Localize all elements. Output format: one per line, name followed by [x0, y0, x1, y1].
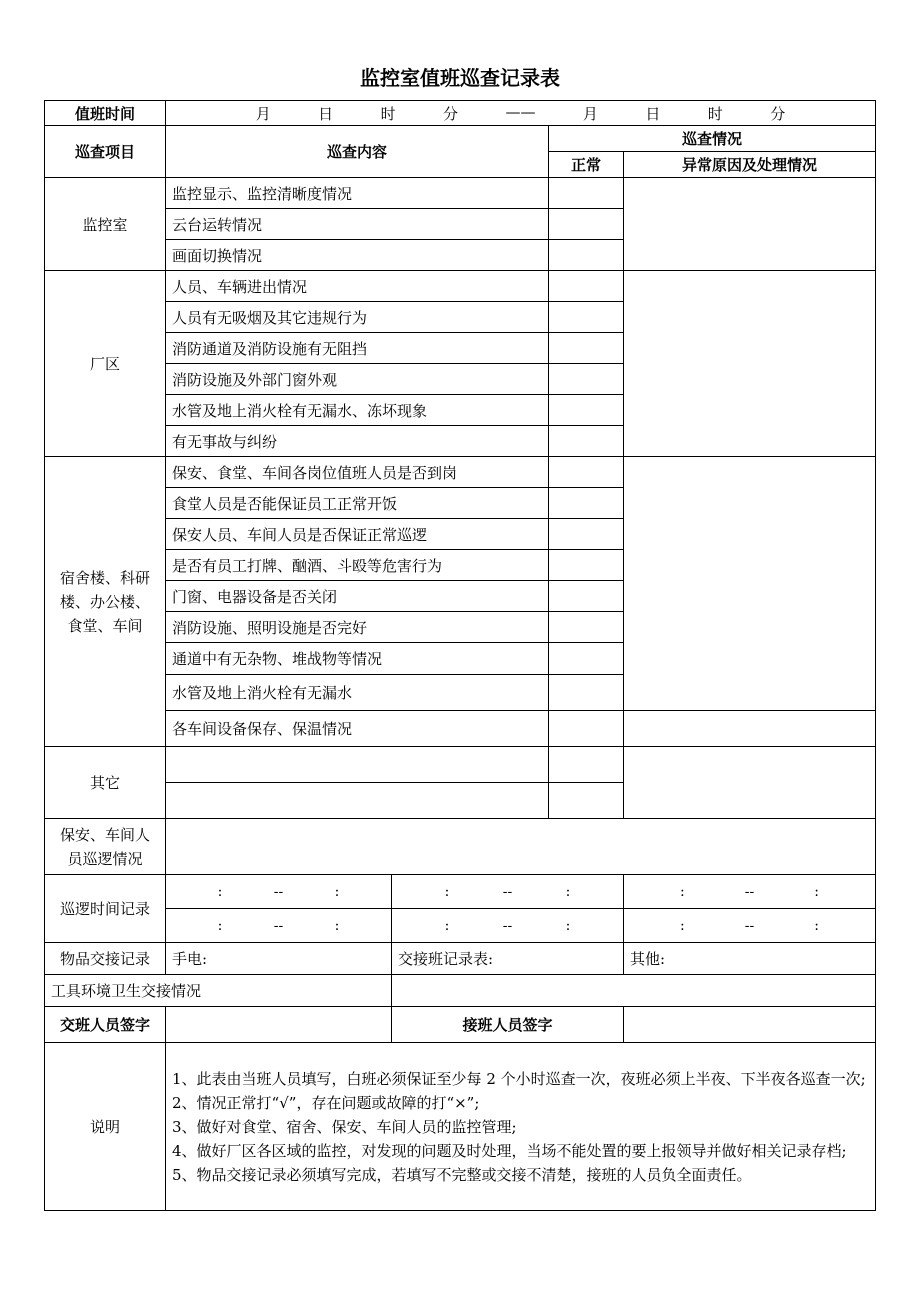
check-item: 人员有无吸烟及其它违规行为	[166, 302, 549, 333]
abnormal-notes-cell[interactable]	[624, 457, 876, 711]
normal-check-cell[interactable]	[549, 643, 624, 675]
handover-label: 物品交接记录	[45, 943, 166, 975]
hour-label: 时	[707, 104, 723, 123]
section-factory-area: 厂区	[45, 271, 166, 457]
header-content: 巡查内容	[166, 126, 549, 178]
check-item: 有无事故与纠纷	[166, 426, 549, 457]
normal-check-cell[interactable]	[549, 457, 624, 488]
check-item: 各车间设备保存、保温情况	[166, 711, 549, 747]
abnormal-notes-cell[interactable]	[624, 711, 876, 747]
day-label: 日	[645, 104, 661, 123]
check-item: 门窗、电器设备是否关闭	[166, 581, 549, 612]
check-item: 保安、食堂、车间各岗位值班人员是否到岗	[166, 457, 549, 488]
normal-check-cell[interactable]	[549, 675, 624, 711]
note-line: 5、物品交接记录必须填写完成，若填写不完整或交接不清楚，接班的人员负全面责任。	[172, 1165, 752, 1184]
section-other: 其它	[45, 747, 166, 819]
note-line: 2、情况正常打“√”，存在问题或故障的打“×”;	[172, 1093, 480, 1112]
check-item: 水管及地上消火栓有无漏水	[166, 675, 549, 711]
patrol-time-label: 巡逻时间记录	[45, 875, 166, 943]
form-title: 监控室值班巡查记录表	[360, 66, 560, 90]
header-status: 巡查情况	[549, 126, 876, 152]
record-sheet-field[interactable]: 交接班记录表:	[392, 943, 624, 975]
check-item: 消防设施及外部门窗外观	[166, 364, 549, 395]
normal-check-cell[interactable]	[549, 581, 624, 612]
check-item: 保安人员、车间人员是否保证正常巡逻	[166, 519, 549, 550]
check-item: 消防通道及消防设施有无阻挡	[166, 333, 549, 364]
note-line: 4、做好厂区各区域的监控，对发现的问题及时处理，当场不能处置的要上报领导并做好相关记录存档;	[172, 1141, 847, 1160]
check-item: 云台运转情况	[166, 209, 549, 240]
note-line: 3、做好对食堂、宿舍、保安、车间人员的监控管理;	[172, 1117, 517, 1136]
notes-content	[166, 1043, 876, 1211]
section-buildings: 宿舍楼、科研楼、办公楼、食堂、车间	[45, 457, 166, 747]
normal-check-cell[interactable]	[549, 711, 624, 747]
handover-signature-field[interactable]	[166, 1007, 392, 1043]
takeover-signature-label: 接班人员签字	[392, 1007, 624, 1043]
normal-check-cell[interactable]	[549, 395, 624, 426]
normal-check-cell[interactable]	[549, 240, 624, 271]
normal-check-cell[interactable]	[549, 783, 624, 819]
abnormal-notes-cell[interactable]	[624, 747, 876, 819]
hour-label: 时	[380, 104, 396, 123]
normal-check-cell[interactable]	[549, 302, 624, 333]
patrol-time-slot[interactable]: : -- :	[166, 875, 392, 909]
range-dash: ——	[505, 102, 536, 121]
normal-check-cell[interactable]	[549, 178, 624, 209]
patrol-time-slot[interactable]: : -- :	[166, 909, 392, 943]
patrol-time-slot[interactable]: : -- :	[624, 875, 876, 909]
note-line: 1、此表由当班人员填写，白班必须保证至少每 2 个小时巡查一次，夜班必须上半夜、下半夜各巡查一次;	[172, 1069, 866, 1088]
other-item-input[interactable]	[166, 747, 549, 783]
header-normal: 正常	[549, 152, 624, 178]
header-abnormal: 异常原因及处理情况	[624, 152, 876, 178]
check-item: 监控显示、监控清晰度情况	[166, 178, 549, 209]
other-field[interactable]: 其他:	[624, 943, 876, 975]
minute-label: 分	[443, 104, 459, 123]
normal-check-cell[interactable]	[549, 333, 624, 364]
other-item-input[interactable]	[166, 783, 549, 819]
abnormal-notes-cell[interactable]	[624, 178, 876, 271]
normal-check-cell[interactable]	[549, 612, 624, 643]
day-label: 日	[318, 104, 334, 123]
tools-label: 工具环境卫生交接情况	[45, 975, 392, 1007]
check-item: 人员、车辆进出情况	[166, 271, 549, 302]
tools-input[interactable]	[392, 975, 876, 1007]
patrol-time-slot[interactable]: : -- :	[392, 909, 624, 943]
flashlight-field[interactable]: 手电:	[166, 943, 392, 975]
patrol-time-slot[interactable]: : -- :	[392, 875, 624, 909]
check-item: 水管及地上消火栓有无漏水、冻坏现象	[166, 395, 549, 426]
handover-signature-label: 交班人员签字	[45, 1007, 166, 1043]
minute-label: 分	[770, 104, 786, 123]
normal-check-cell[interactable]	[549, 550, 624, 581]
patrol-time-slot[interactable]: : -- :	[624, 909, 876, 943]
takeover-signature-field[interactable]	[624, 1007, 876, 1043]
normal-check-cell[interactable]	[549, 209, 624, 240]
normal-check-cell[interactable]	[549, 426, 624, 457]
check-item: 画面切换情况	[166, 240, 549, 271]
duty-time-field[interactable]	[166, 101, 876, 126]
normal-check-cell[interactable]	[549, 364, 624, 395]
normal-check-cell[interactable]	[549, 519, 624, 550]
check-item: 通道中有无杂物、堆战物等情况	[166, 643, 549, 675]
abnormal-notes-cell[interactable]	[624, 271, 876, 457]
duty-time-label: 值班时间	[45, 101, 166, 126]
section-monitor-room: 监控室	[45, 178, 166, 271]
patrol-status-input[interactable]	[166, 819, 876, 875]
month-label: 月	[255, 104, 271, 123]
check-item: 消防设施、照明设施是否完好	[166, 612, 549, 643]
patrol-status-label: 保安、车间人员巡逻情况	[45, 819, 166, 875]
normal-check-cell[interactable]	[549, 271, 624, 302]
patrol-record-table	[44, 100, 876, 1211]
header-item: 巡查项目	[45, 126, 166, 178]
check-item: 食堂人员是否能保证员工正常开饭	[166, 488, 549, 519]
normal-check-cell[interactable]	[549, 747, 624, 783]
notes-label: 说明	[45, 1043, 166, 1211]
month-label: 月	[582, 104, 598, 123]
normal-check-cell[interactable]	[549, 488, 624, 519]
check-item: 是否有员工打牌、酗酒、斗殴等危害行为	[166, 550, 549, 581]
